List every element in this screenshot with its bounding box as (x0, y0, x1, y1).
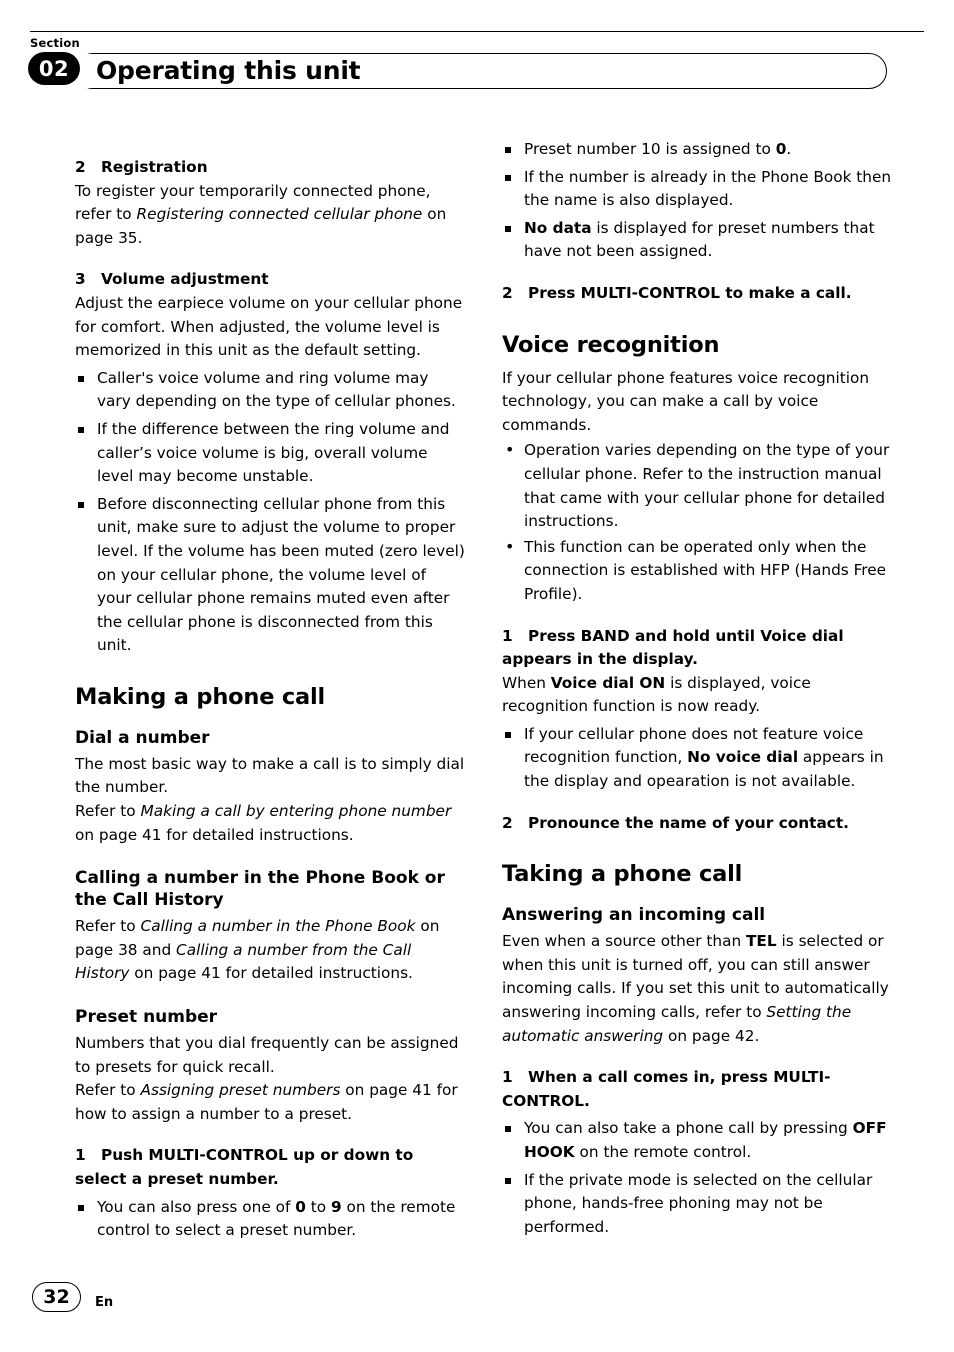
step-push-multicontrol-title (75, 1144, 465, 1191)
section-heading-making-a-phone-call: Making a phone call (75, 683, 326, 710)
text-run-italic: Making a call by entering phone number (140, 802, 452, 821)
footer-language: En (95, 1295, 114, 1310)
note-bullet: If the number is already in the Phone Book then the name is also displayed. (502, 166, 892, 213)
text-run: To register your temporarily connected phone, refer to (75, 181, 431, 224)
text-run: on the remote control. (574, 1143, 752, 1161)
text-run-bold: 9 (330, 1197, 342, 1216)
text-run: is displayed, voice recognition function is now ready. (502, 673, 811, 716)
text-run: on page 42. (663, 1026, 760, 1045)
step-title: Pronounce the name of your contact. (528, 813, 849, 832)
step-when-call-comes-in-title (502, 1066, 892, 1113)
text-run-italic: Setting the automatic answering (502, 1003, 852, 1045)
text-run: appears in the display and opearation is not available. (524, 748, 884, 791)
step-press-band-body (502, 672, 892, 719)
text-run-italic: Registering connected cellular phone (136, 205, 423, 224)
step-volume-body: Adjust the earpiece volume on your cellular phone for comfort. When adjusted, the volume level is memorized in this unit as the default setting. (75, 293, 463, 360)
note-bullet-dot: • This function can be operated only when the connection is established with HFP (Hands Free Profile). (502, 536, 892, 607)
preset-number-body-2 (75, 1079, 465, 1126)
step-title: Push MULTI-CONTROL up or down to select a preset number. (75, 1146, 414, 1188)
text-run-bold: 0 (295, 1197, 306, 1216)
left-column (75, 138, 465, 1243)
text-run: on page 38 and (75, 917, 440, 959)
text-run: When (502, 673, 551, 692)
step-registration-title (75, 156, 465, 180)
note-bullet (502, 1117, 892, 1164)
text-run: is selected or when this unit is turned off, you can still answer incoming calls. If you set this unit to automatically answering incoming calls, refer to (502, 932, 889, 1022)
text-run: is displayed for preset numbers that have not been assigned. (524, 218, 875, 261)
section-number-badge: 02 (28, 52, 80, 85)
text-run: You can also press one of (97, 1197, 296, 1216)
step-number: 2 (502, 813, 513, 832)
note-bullet (502, 138, 892, 162)
text-run: to (305, 1197, 331, 1216)
text-run: . (786, 140, 792, 158)
step-number: 1 (502, 1068, 513, 1087)
text-run: Refer to (75, 1081, 141, 1100)
text-run: on page 35. (75, 205, 447, 247)
text-run-bold: No voice dial (687, 748, 799, 767)
section-label: Section (30, 36, 80, 50)
text-run-bold: Voice dial ON (550, 673, 666, 692)
text-run-italic: Calling a number in the Phone Book (140, 917, 416, 936)
note-bullet: Caller's voice volume and ring volume may vary depending on the type of cellular phones. (75, 367, 465, 414)
dial-a-number-body-2 (75, 800, 465, 847)
preset-number-body-1: Numbers that you dial frequently can be assigned to presets for quick recall. (75, 1034, 459, 1076)
step-pronounce-name-title (502, 812, 892, 836)
text-run: Refer to (75, 917, 141, 936)
note-bullet: Before disconnecting cellular phone from this unit, make sure to adjust the volume to proper level. If the volume has been muted (zero level) on your cellular phone, the volume level of your cellular phone remains muted even after the cellular phone is disconnected from this unit. (75, 493, 465, 658)
text-run: on page 41 for detailed instructions. (129, 964, 413, 983)
calling-a-number-body (75, 915, 465, 986)
text-run: You can also take a phone call by pressing (524, 1119, 853, 1138)
note-bullet (502, 217, 892, 264)
text-run: Preset number 10 is assigned to (524, 140, 776, 158)
section-heading-taking-a-phone-call: Taking a phone call (502, 861, 743, 888)
text-run: Refer to (75, 802, 141, 821)
text-run-bold: OFF HOOK (524, 1119, 887, 1161)
step-number: 1 (502, 626, 513, 645)
step-volume-title (75, 268, 465, 292)
text-run-bold: TEL (746, 932, 777, 951)
step-title: Press MULTI-CONTROL to make a call. (528, 283, 852, 302)
subheading-answering-an-incoming-call: Answering an incoming call (502, 905, 766, 926)
text-run-bold: 0 (775, 140, 787, 158)
step-number: 3 (75, 270, 86, 289)
step-title: When a call comes in, press MULTI-CONTROL. (502, 1068, 831, 1110)
text-run: on page 41 for how to assign a number to a preset. (75, 1081, 458, 1123)
text-run: Even when a source other than (502, 932, 746, 951)
note-bullet: If the difference between the ring volume and caller’s voice volume is big, overall volume level may become unstable. (75, 418, 465, 489)
note-bullet (75, 1196, 465, 1243)
subheading-preset-number: Preset number (75, 1007, 218, 1028)
text-run-italic: Calling a number from the Call History (75, 940, 412, 983)
step-press-band-title (502, 625, 892, 672)
page-title: Operating this unit (96, 56, 361, 85)
right-column (502, 138, 892, 1239)
step-number: 2 (502, 283, 513, 302)
page-number-badge: 32 (32, 1282, 81, 1312)
subheading-dial-a-number: Dial a number (75, 727, 210, 748)
text-run-bold: No data (524, 218, 592, 237)
note-bullet: If the private mode is selected on the cellular phone, hands-free phoning may not be performed. (502, 1169, 892, 1240)
text-run: on page 41 for detailed instructions. (75, 825, 354, 844)
header-rule (30, 31, 924, 32)
voice-recognition-body: If your cellular phone features voice recognition technology, you can make a call by voice commands. (502, 368, 870, 434)
section-heading-voice-recognition: Voice recognition (502, 331, 720, 358)
step-press-multicontrol-title (502, 282, 892, 306)
dial-a-number-body-1: The most basic way to make a call is to simply dial the number. (75, 754, 465, 797)
answering-body (502, 930, 892, 1048)
step-registration-body (75, 180, 465, 251)
step-number: 1 (75, 1146, 86, 1165)
text-run: on the remote control to select a preset number. (97, 1197, 456, 1240)
step-title: Volume adjustment (101, 270, 269, 289)
note-bullet (502, 723, 892, 794)
text-run-italic: Assigning preset numbers (140, 1081, 341, 1100)
note-bullet-dot: • Operation varies depending on the type of your cellular phone. Refer to the instruction manual that came with your cellular phone for detailed instructions. (502, 439, 892, 533)
step-number: 2 (75, 158, 86, 176)
subheading-calling-a-number: Calling a number in the Phone Book or the Call History (75, 868, 445, 911)
step-title: Registration (101, 158, 208, 176)
step-title: Press BAND and hold until Voice dial appears in the display. (502, 626, 844, 669)
text-run: If your cellular phone does not feature voice recognition function, (524, 724, 864, 767)
